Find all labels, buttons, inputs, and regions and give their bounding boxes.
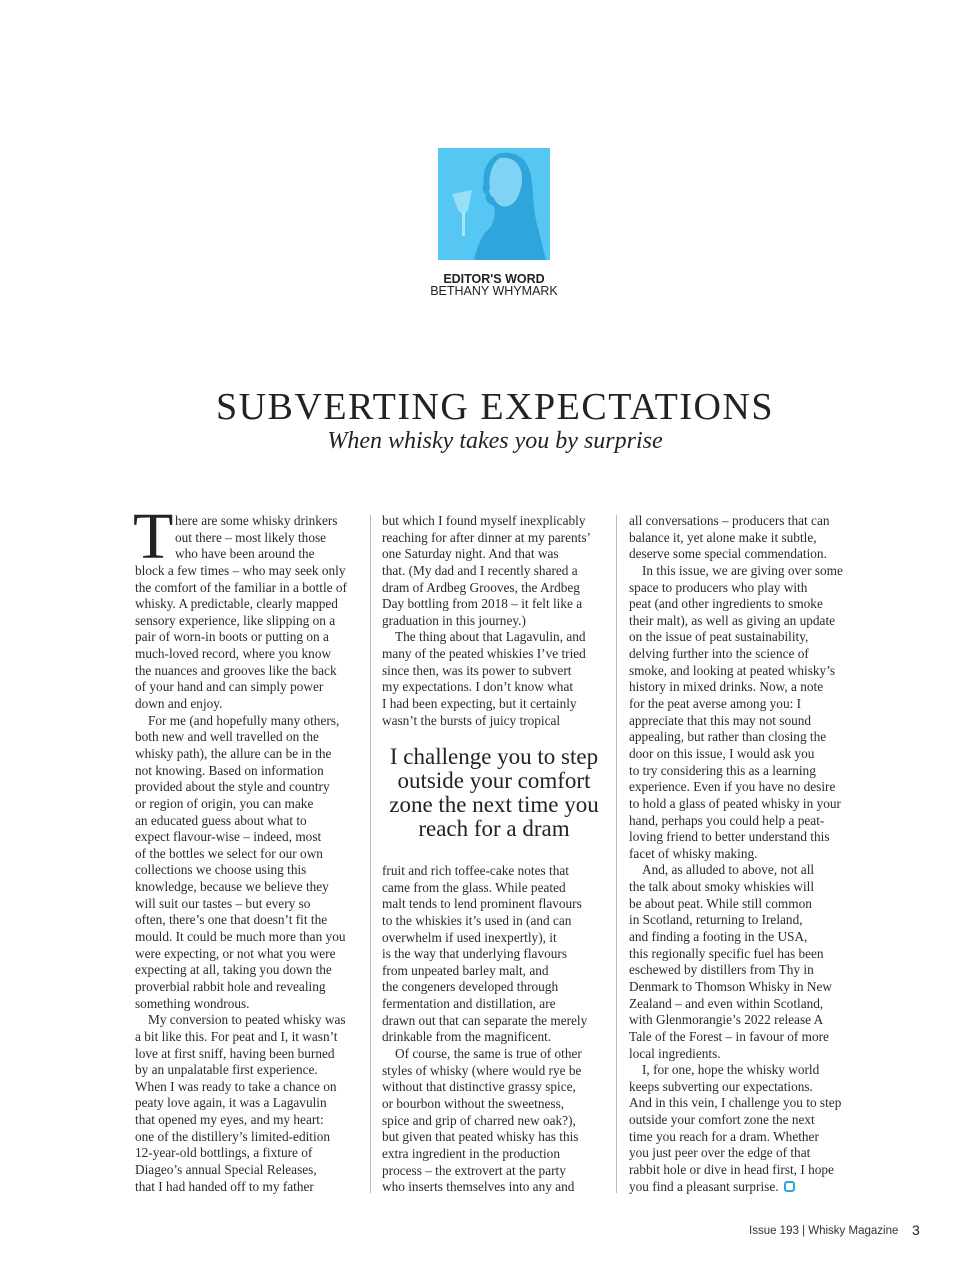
text-line xyxy=(629,1062,859,1079)
text-line-content: rabbit hole or dive in head first, I hope xyxy=(629,1161,834,1177)
text-line-content: came from the glass. While peated xyxy=(382,879,566,895)
text-line xyxy=(382,1113,612,1130)
text-line-content: this regionally specific fuel has been xyxy=(629,945,824,961)
text-line xyxy=(382,629,612,646)
text-line-content: dram of Ardbeg Grooves, the Ardbeg xyxy=(382,579,580,595)
text-line xyxy=(135,1179,365,1196)
text-line-content: Day bottling from 2018 – it felt like a xyxy=(382,596,583,612)
text-line xyxy=(382,1063,612,1080)
text-line xyxy=(135,912,365,929)
article-subtitle: When whisky takes you by surprise xyxy=(327,428,663,454)
text-line xyxy=(629,563,859,580)
text-line xyxy=(382,1179,612,1196)
text-line xyxy=(135,1095,365,1112)
text-line-content: reaching for after dinner at my parents’ xyxy=(382,529,591,545)
text-line xyxy=(382,1096,612,1113)
text-line xyxy=(629,879,859,896)
text-line xyxy=(629,962,859,979)
text-line-content: collections we choose using this xyxy=(135,862,307,878)
text-line-content: who inserts themselves into any and xyxy=(382,1179,575,1195)
text-line xyxy=(629,596,859,613)
text-line-content: expecting at all, taking you down the xyxy=(135,962,332,978)
text-line-content: to the whiskies it’s used in (and can xyxy=(382,912,572,928)
text-line-content: but given that peated whisky has this xyxy=(382,1129,579,1145)
text-line xyxy=(629,713,859,730)
text-line-content: outside your comfort zone the next xyxy=(629,1112,815,1128)
text-line xyxy=(135,962,365,979)
text-line xyxy=(629,862,859,879)
text-line xyxy=(135,896,365,913)
text-line-content: with Glenmorangie’s 2022 release A xyxy=(629,1012,824,1028)
text-line xyxy=(629,696,859,713)
text-line xyxy=(135,1112,365,1129)
text-line xyxy=(382,679,612,696)
text-line xyxy=(382,996,612,1013)
text-line xyxy=(382,963,612,980)
text-line xyxy=(629,746,859,763)
text-line xyxy=(135,1129,365,1146)
text-line-content: whisky path), the allure can be in the xyxy=(135,745,332,761)
text-line xyxy=(629,1029,859,1046)
text-line-content: peaty love again, it was a Lagavulin xyxy=(135,1095,327,1111)
text-line-content: expect flavour-wise – indeed, most xyxy=(135,829,322,845)
text-line xyxy=(629,946,859,963)
text-line-content: but which I found myself inexplicably xyxy=(382,513,586,528)
text-line xyxy=(135,746,365,763)
text-line-content: in Scotland, returning to Ireland, xyxy=(629,912,803,928)
column-divider xyxy=(370,515,371,1193)
text-line-content: wasn’t the bursts of juicy tropical xyxy=(382,712,561,728)
text-line-content: appealing, but rather than closing the xyxy=(629,729,827,745)
text-line xyxy=(382,613,612,630)
text-line-content: experience. Even if you have no desire xyxy=(629,779,836,795)
text-line xyxy=(135,1012,365,1029)
text-line-content: one Saturday night. And that was xyxy=(382,546,559,562)
text-line xyxy=(135,813,365,830)
text-line xyxy=(135,1046,365,1063)
text-line-content: delving further into the science of xyxy=(629,646,809,662)
text-line xyxy=(382,863,612,880)
text-line-content: whisky. A predictable, clearly mapped xyxy=(135,596,338,612)
text-line-content: or bourbon without the sweetness, xyxy=(382,1095,565,1111)
text-line-content: out there – most likely those xyxy=(175,529,327,545)
text-line xyxy=(629,796,859,813)
text-line xyxy=(382,563,612,580)
text-line-content: smoke, and looking at peated whisky’s xyxy=(629,662,836,678)
text-line-content: I had been expecting, but it certainly xyxy=(382,696,577,712)
text-line xyxy=(629,846,859,863)
text-line xyxy=(629,1112,859,1129)
text-line xyxy=(135,829,365,846)
text-line xyxy=(135,696,365,713)
text-line xyxy=(135,763,365,780)
text-line xyxy=(629,979,859,996)
text-line xyxy=(629,729,859,746)
text-line-content: keeps subverting our expectations. xyxy=(629,1078,813,1094)
text-line-content: both new and well travelled on the xyxy=(135,729,319,745)
text-line-content: proverbial rabbit hole and revealing xyxy=(135,978,326,994)
text-line-content: much-loved record, where you know xyxy=(135,646,332,662)
text-line xyxy=(382,513,612,530)
text-line xyxy=(629,629,859,646)
text-line-content: you just peer over the edge of that xyxy=(629,1145,811,1161)
text-line-content: Denmark to Thomson Whisky in New xyxy=(629,978,833,994)
text-line-content: space to producers who play with xyxy=(629,579,808,595)
text-line-content: mould. It could be much more than you xyxy=(135,929,346,945)
text-line-content: process – the extrovert at the party xyxy=(382,1162,566,1178)
text-line-content: extra ingredient in the production xyxy=(382,1145,560,1161)
text-line-content: provided about the style and country xyxy=(135,779,330,795)
text-line xyxy=(629,1079,859,1096)
text-line xyxy=(629,530,859,547)
text-line-content: fruit and rich toffee-cake notes that xyxy=(382,863,569,878)
text-line-content: loving friend to better understand this xyxy=(629,829,830,845)
text-line-content: something wondrous. xyxy=(135,995,250,1011)
text-line xyxy=(382,946,612,963)
text-line-content: here are some whisky drinkers xyxy=(175,513,338,528)
text-line-content: deserve some special commendation. xyxy=(629,546,827,562)
text-line-content: will suit our tastes – but every so xyxy=(135,895,311,911)
text-line-content: door on this issue, I would ask you xyxy=(629,745,815,761)
text-line-content: Diageo’s annual Special Releases, xyxy=(135,1161,317,1177)
text-line xyxy=(135,862,365,879)
text-line-content: block a few times – who may seek only xyxy=(135,562,346,578)
text-line xyxy=(382,979,612,996)
text-line xyxy=(382,880,612,897)
text-line-content: facet of whisky making. xyxy=(629,845,758,861)
text-line xyxy=(629,613,859,630)
text-line xyxy=(629,829,859,846)
text-line xyxy=(629,763,859,780)
text-line xyxy=(135,946,365,963)
text-line-content: Of course, the same is true of other xyxy=(395,1046,582,1062)
text-line-content: the comfort of the familiar in a bottle of xyxy=(135,579,347,595)
text-line-content: I, for one, hope the whisky world xyxy=(642,1062,820,1078)
text-line xyxy=(135,729,365,746)
text-line-content: the talk about smoky whiskies will xyxy=(629,879,815,895)
text-line xyxy=(382,596,612,613)
text-line-content: that opened my eyes, and my heart: xyxy=(135,1112,324,1128)
text-line-content: their malt), as well as giving an update xyxy=(629,612,836,628)
text-line-content: appreciate that this may not sound xyxy=(629,712,812,728)
text-line xyxy=(629,1179,859,1196)
text-line-content: peat (and other ingredients to smoke xyxy=(629,596,823,612)
article-column-1 xyxy=(133,500,365,1195)
text-line-content: styles of whisky (where would rye be xyxy=(382,1062,582,1078)
section-kicker: EDITOR'S WORD xyxy=(443,272,545,286)
text-line xyxy=(135,613,365,630)
text-line xyxy=(135,1079,365,1096)
text-line xyxy=(629,646,859,663)
text-line xyxy=(135,979,365,996)
text-line xyxy=(629,546,859,563)
text-line xyxy=(629,679,859,696)
text-line-content: knowledge, because we believe they xyxy=(135,879,329,895)
text-line xyxy=(382,580,612,597)
text-line-content: without that distinctive grassy spice, xyxy=(382,1079,576,1095)
text-line-content: since then, was its power to subvert xyxy=(382,662,572,678)
text-line-content: you find a pleasant surprise. xyxy=(629,1178,779,1194)
text-line-content: be about peat. While still common xyxy=(629,895,812,911)
text-line-content: drinkable from the magnificent. xyxy=(382,1029,552,1045)
text-line-content: graduation in this journey.) xyxy=(382,612,526,628)
text-line-content: time you reach for a dram. Whether xyxy=(629,1128,819,1144)
text-line xyxy=(135,879,365,896)
text-line-content: that. (My dad and I recently shared a xyxy=(382,562,578,578)
text-line-content: hand, perhaps you could help a peat- xyxy=(629,812,825,828)
text-line-content: all conversations – producers that can xyxy=(629,513,830,528)
text-line xyxy=(135,596,365,613)
text-line xyxy=(135,1145,365,1162)
column-divider xyxy=(616,515,617,1193)
text-line-content: balance it, yet alone make it subtle, xyxy=(629,529,817,545)
text-line-content: And, as alluded to above, not all xyxy=(642,862,815,878)
text-line xyxy=(382,1029,612,1046)
text-line-content: that I had handed off to my father xyxy=(135,1178,314,1194)
text-line-content: sensory experience, like slipping on a xyxy=(135,612,336,628)
text-line-content: pair of worn-in boots or putting on a xyxy=(135,629,329,645)
text-line xyxy=(135,846,365,863)
text-line-content: My conversion to peated whisky was xyxy=(148,1012,346,1028)
end-mark-icon xyxy=(784,1181,795,1192)
text-line xyxy=(135,663,365,680)
text-line xyxy=(382,1013,612,1030)
text-line-content: to try considering this as a learning xyxy=(629,762,816,778)
article-column-2-bottom xyxy=(382,863,612,1196)
author-name: BETHANY WHYMARK xyxy=(430,284,558,298)
text-line xyxy=(382,546,612,563)
text-line xyxy=(629,929,859,946)
text-line-content: who have been around the xyxy=(175,546,315,562)
text-line xyxy=(629,779,859,796)
text-line xyxy=(382,696,612,713)
text-line-content: were expecting, or not what you were xyxy=(135,945,336,961)
text-line-content: The thing about that Lagavulin, and xyxy=(395,629,586,645)
text-line-content: eschewed by distillers from Thy in xyxy=(629,962,814,978)
text-line-content: For me (and hopefully many others, xyxy=(148,712,340,728)
text-line xyxy=(382,1046,612,1063)
text-line xyxy=(135,779,365,796)
text-line-content: In this issue, we are giving over some xyxy=(642,562,843,578)
text-line-content: overwhelm if used inexpertly), it xyxy=(382,929,557,945)
article-column-2-top xyxy=(382,513,612,729)
text-line-content: When I was ready to take a chance on xyxy=(135,1078,337,1094)
text-line-content: by an unpalatable first experience. xyxy=(135,1062,318,1078)
article-title: SUBVERTING EXPECTATIONS xyxy=(215,386,775,428)
text-line-content: an educated guess about what to xyxy=(135,812,307,828)
text-line xyxy=(629,996,859,1013)
text-line-content: fermentation and distillation, are xyxy=(382,996,556,1012)
text-line xyxy=(135,1062,365,1079)
text-line xyxy=(629,1095,859,1112)
text-line xyxy=(629,1012,859,1029)
text-line-content: of your hand and can simply power xyxy=(135,679,324,695)
text-line xyxy=(382,1079,612,1096)
text-line-content: or region of origin, you can make xyxy=(135,795,314,811)
text-line-content: is the way that underlying flavours xyxy=(382,946,568,962)
text-line-content: the congeners developed through xyxy=(382,979,559,995)
text-line-content: my expectations. I don’t know what xyxy=(382,679,574,695)
text-line-content: of the bottles we select for our own xyxy=(135,845,323,861)
text-line xyxy=(382,663,612,680)
article-column-3 xyxy=(629,513,859,1195)
text-line xyxy=(135,1162,365,1179)
text-line-content: a bit like this. For peat and I, it wasn’t xyxy=(135,1028,338,1044)
text-line xyxy=(629,1129,859,1146)
page-number: 3 xyxy=(912,1222,920,1238)
text-line-content: down and enjoy. xyxy=(135,696,223,712)
text-line-content: one of the distillery’s limited-edition xyxy=(135,1128,330,1144)
text-line xyxy=(382,896,612,913)
text-line xyxy=(382,1129,612,1146)
text-line xyxy=(135,629,365,646)
footer-issue-info: Issue 193 | Whisky Magazine xyxy=(749,1225,899,1237)
text-line xyxy=(135,996,365,1013)
text-line xyxy=(629,896,859,913)
text-line-content: to hold a glass of peated whisky in your xyxy=(629,795,841,811)
text-line xyxy=(382,1163,612,1180)
text-line xyxy=(629,912,859,929)
text-line xyxy=(382,1146,612,1163)
text-line xyxy=(382,530,612,547)
text-line-content: often, there’s one that doesn’t fit the xyxy=(135,912,328,928)
text-line xyxy=(135,679,365,696)
text-line xyxy=(135,1029,365,1046)
text-line xyxy=(382,646,612,663)
text-line-content: love at first sniff, having been burned xyxy=(135,1045,335,1061)
text-line xyxy=(629,513,859,530)
text-line xyxy=(135,580,365,597)
drop-cap: T xyxy=(133,500,174,573)
text-line-content: the nuances and grooves like the back xyxy=(135,662,337,678)
text-line-content: history in mixed drinks. Now, a note xyxy=(629,679,824,695)
editor-photo xyxy=(438,148,550,260)
text-line-content: Zealand – and even within Scotland, xyxy=(629,995,824,1011)
text-line-content: malt tends to lend prominent flavours xyxy=(382,896,582,912)
text-line-content: Tale of the Forest – in favour of more xyxy=(629,1028,829,1044)
text-line xyxy=(629,580,859,597)
text-line xyxy=(629,1162,859,1179)
text-line-content: from unpeated barley malt, and xyxy=(382,962,549,978)
text-line-content: for the peat averse among you: I xyxy=(629,696,802,712)
text-line xyxy=(629,1145,859,1162)
text-line xyxy=(135,646,365,663)
editor-portrait-image xyxy=(438,148,550,260)
text-line xyxy=(382,930,612,947)
text-line xyxy=(135,796,365,813)
text-line xyxy=(382,713,612,730)
text-line-content: spice and grip of charred new oak?), xyxy=(382,1112,576,1128)
text-line-content: And in this vein, I challenge you to step xyxy=(629,1095,842,1111)
text-line-content: drawn out that can separate the merely xyxy=(382,1012,588,1028)
text-line xyxy=(135,929,365,946)
text-line xyxy=(629,1046,859,1063)
text-line-content: and finding a footing in the USA, xyxy=(629,929,808,945)
text-line-content: on the issue of peat sustainability, xyxy=(629,629,809,645)
text-line xyxy=(382,913,612,930)
text-line-content: local ingredients. xyxy=(629,1045,721,1061)
text-line xyxy=(135,713,365,730)
text-line-content: many of the peated whiskies I’ve tried xyxy=(382,646,586,662)
pull-quote: I challenge you to step outside your comfort zone the next time you reach for a dram xyxy=(389,744,599,841)
text-line-content: 12-year-old bottlings, a fixture of xyxy=(135,1145,313,1161)
text-line xyxy=(629,813,859,830)
text-line-content: not knowing. Based on information xyxy=(135,762,324,778)
text-line xyxy=(629,663,859,680)
